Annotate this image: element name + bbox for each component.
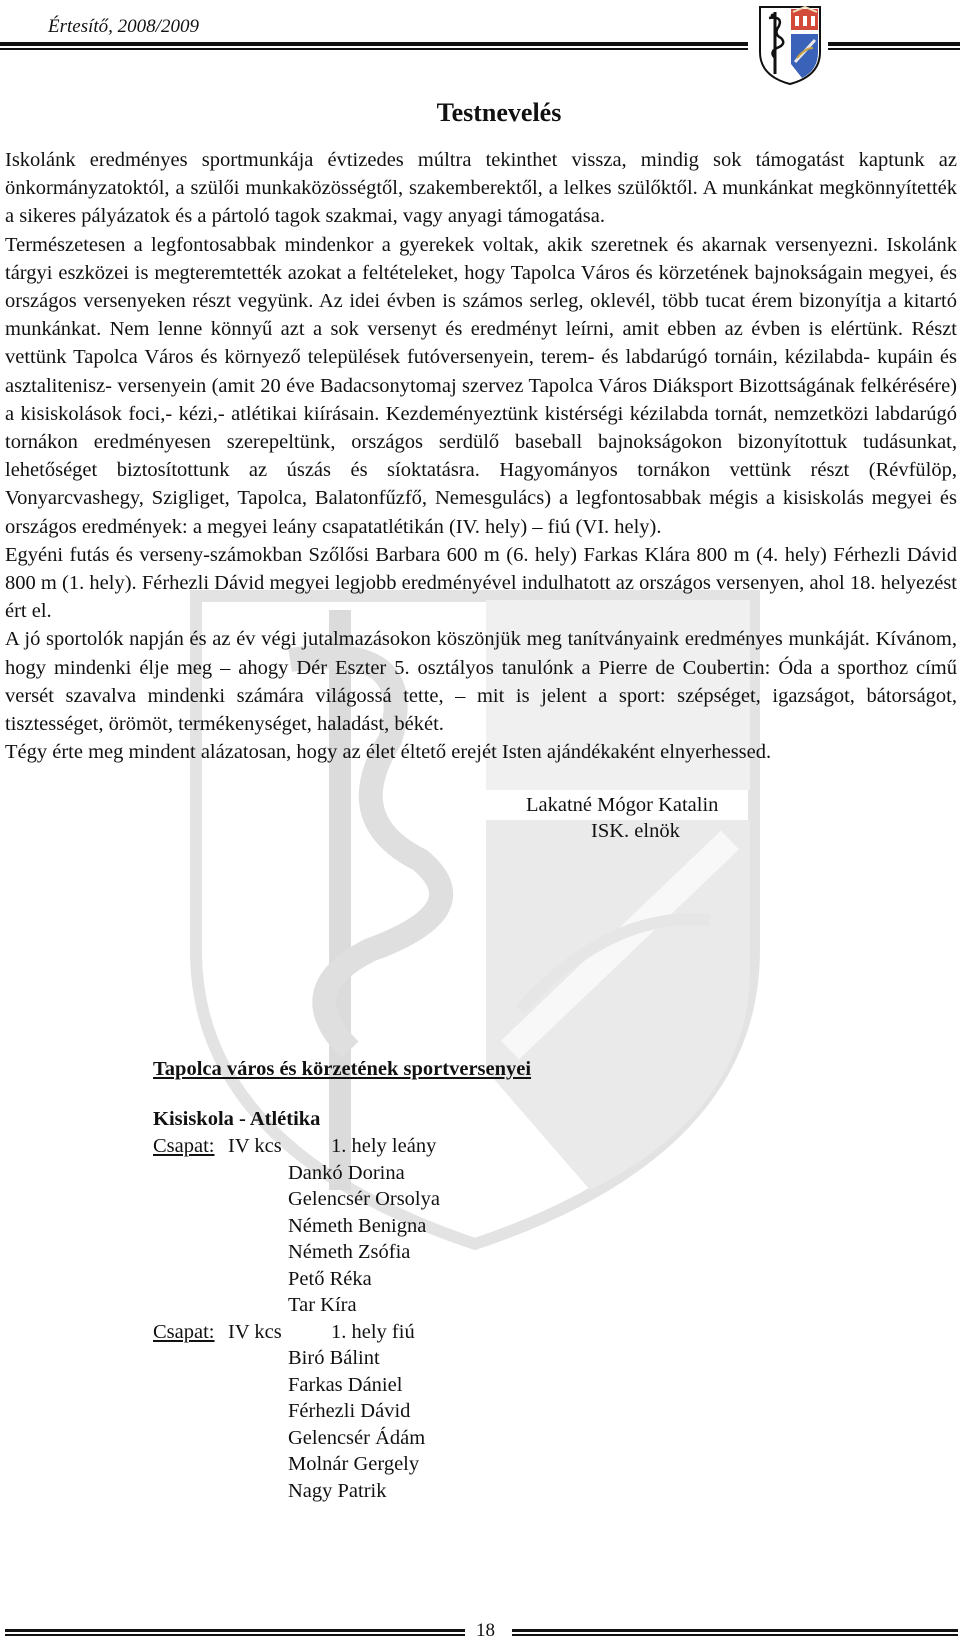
team-member: Pető Réka xyxy=(288,1267,372,1290)
team-member: Dankó Dorina xyxy=(288,1161,405,1184)
team-member: Farkas Dániel xyxy=(288,1373,403,1396)
paragraph-2: Természetesen a legfontosabbak mindenkor a gyerekek voltak, akik szeretnek és akarnak versenyezni. Iskolánk tárgyi eszközei is megteremtették azokat a feltételeket, hogy Tapolca Város és körzetének bajnokságain megyei, és országos versenyeken részt vegyünk. Az idei évben is számos serleg, oklevél, több tucat érem bizonyítja a kitartó munkánkat. Nem lenne könnyű azt a sok versenyt és eredményt leírni, amit ebben az évben is elértünk. Részt vettünk Tapolca Város és környező települések futóversenyein, terem- és labdarúgó tornáin, kézilabda- kupáin és asztalitenisz- versenyein (amit 20 éve Badacsonytomaj szervez Tapolca Város Diáksport Bizottságának felkérésére) a kisiskolások foci,- kézi,- atlétikai kiírásain. Kezdeményeztünk kistérségi kézilabda tornát, nemzetközi labdarúgó tornákon eredményesen szerepeltünk, országos serdülő baseball bajnokságokon bizonyítottuk tudásunkat, lehetőséget biztosítottunk az úszás és síoktatásra. Hagyományos tornákon vettünk részt (Révfülöp, Vonyarcvashegy, Szigliget, Tapolca, Balatonfűzfő, Nemesgulács) a legfontosabbak mégis a kisiskolás megyei és országos eredmények: a megyei leány csapatatlétikán (IV. hely) – fiú (VI. hely). xyxy=(5,233,957,538)
team-category: IV kcs xyxy=(228,1135,282,1157)
page-number: 18 xyxy=(476,1620,495,1641)
team-label: Csapat: xyxy=(153,1320,215,1343)
signature-block xyxy=(5,792,957,844)
results-subsection-title: Kisiskola - Atlétika xyxy=(153,1108,321,1130)
paragraph-4: A jó sportolók napján és az év végi jutalmazásokon köszönjük meg tanítványaink eredményes munkáját. Kívánom, hogy mindenki élje meg – ahogy Dér Eszter 5. osztályos tanulónk a Pierre de Coubertin: Óda a sporthoz című versét szavalva mindenki számára világossá tette, – mit is jelent a sport: szépséget, igazságot, bátorságot, tisztességet, örömöt, termékenységet, haladást, békét. xyxy=(5,628,957,736)
header-title: Értesítő, 2008/2009 xyxy=(48,16,199,37)
footer-rule-right xyxy=(512,1629,958,1636)
team-member: Tar Kíra xyxy=(288,1294,357,1316)
header-rule-left xyxy=(0,42,748,50)
team-member: Nagy Patrik xyxy=(288,1479,387,1502)
results-section xyxy=(153,1058,531,1504)
signature-name: Lakatné Mógor Katalin xyxy=(526,794,719,817)
paragraph-1: Iskolánk eredményes sportmunkája évtizedes múltra tekinthet vissza, mindig sok támogatást kaptunk az önkormányzatoktól, a szülői munkaközösségtől, szakemberektől, a lelkes szülőktől. A munkánkat megkönnyítették a sikeres pályázatok és a pártoló tagok szakmai, vagy anyagi támogatása. xyxy=(5,149,957,228)
team-member: Németh Zsófia xyxy=(288,1241,411,1263)
paragraph-3: Egyéni futás és verseny-számokban Szőlősi Barbara 600 m (6. hely) Farkas Klára 800 m (4. hely) Férhezli Dávid 800 m (1. hely). Férhezli Dávid megyei legjobb eredményével indulhatott az országos versenyen, ahol 18. helyezést ért el. xyxy=(5,543,957,623)
header-rule-right xyxy=(828,42,960,50)
team-member: Biró Bálint xyxy=(288,1347,380,1369)
paragraph-5: Tégy érte meg mindent alázatosan, hogy az élet éltető erejét Isten ajándékaként elnyerhessed. xyxy=(5,741,772,764)
article-body xyxy=(5,98,957,844)
team-place: 1. hely leány xyxy=(331,1135,437,1157)
team-member: Németh Benigna xyxy=(288,1214,427,1237)
signature-role: ISK. elnök xyxy=(591,820,680,843)
team-place: 1. hely fiú xyxy=(331,1320,415,1343)
team-member: Gelencsér Orsolya xyxy=(288,1188,440,1210)
footer-rule-left xyxy=(5,1629,465,1636)
team-header xyxy=(153,1133,531,1160)
school-crest-icon xyxy=(757,4,823,86)
results-section-title: Tapolca város és körzetének sportversenyei xyxy=(153,1058,532,1080)
team-category: IV kcs xyxy=(228,1320,282,1343)
team-member: Molnár Gergely xyxy=(288,1453,420,1475)
team-label: Csapat: xyxy=(153,1135,215,1157)
team-header xyxy=(153,1319,531,1346)
team-member: Férhezli Dávid xyxy=(288,1400,411,1422)
team-member: Gelencsér Ádám xyxy=(288,1426,426,1449)
page-title: Testnevelés xyxy=(436,98,562,127)
